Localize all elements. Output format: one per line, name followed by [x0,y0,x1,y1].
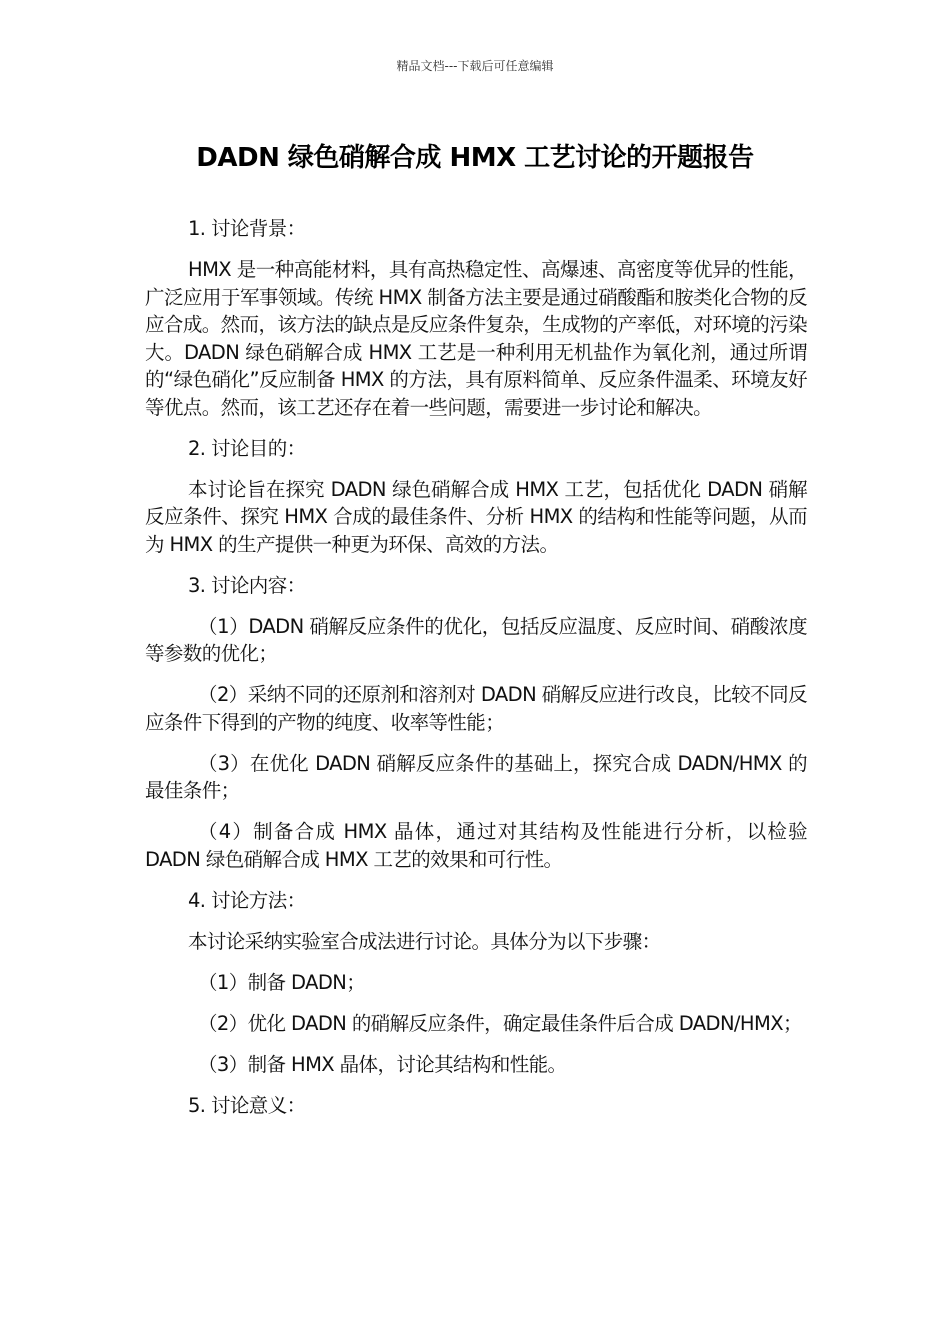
section-heading-background: 1. 讨论背景： [188,217,306,240]
section-heading-content: 3. 讨论内容： [188,573,306,597]
section-heading-method: 4. 讨论方法： [188,888,306,912]
content-item-3: （3）在优化 DADN 硝解反应条件的基础上，探究合成 DADN/HMX 的最佳条件； [145,751,807,802]
method-step-2: （2）优化 DADN 的硝解反应条件，确定最佳条件后合成 DADN/HMX； [198,1011,802,1035]
method-step-1: （1）制备 DADN； [198,970,366,994]
section-heading-purpose: 2. 讨论目的： [188,436,306,460]
content-item-2: （2）采纳不同的还原剂和溶剂对 DADN 硝解反应进行改良，比较不同反应条件下得到的产物的纯度、收率等性能； [145,683,807,734]
document-body [145,215,807,1133]
content-item-1: （1）DADN 硝解反应条件的优化，包括反应温度、反应时间、硝酸浓度等参数的优化； [145,614,807,665]
document-title: DADN 绿色硝解合成 HMX 工艺讨论的开题报告 [196,143,754,173]
method-intro: 本讨论采纳实验室合成法进行讨论。具体分为以下步骤： [188,929,661,953]
background-paragraph: HMX 是一种高能材料，具有高热稳定性、高爆速、高密度等优异的性能，广泛应用于军事领域。传统 HMX 制备方法主要是通过硝酸酯和胺类化合物的反应合成。然而，该方法的缺点是反应条件复杂，生成物的产率低，对环境的污染大。DADN 绿色硝解合成 HMX 工艺是一种利用无机盐作为氧化剂，通过所谓的“绿色硝化”反应制备 HMX 的方法，具有原料简单、反应条件温柔、环境友好等优点。然而，该工艺还存在着一些问题，需要进一步讨论和解决。 [145,258,807,419]
page-header: 精品文档---下载后可任意编辑 [396,59,554,73]
section-heading-significance: 5. 讨论意义： [188,1093,306,1117]
purpose-paragraph: 本讨论旨在探究 DADN 绿色硝解合成 HMX 工艺，包括优化 DADN 硝解反应条件、探究 HMX 合成的最佳条件、分析 HMX 的结构和性能等问题，从而为 HMX 的生产提供一种更为环保、高效的方法。 [145,477,807,556]
method-step-3: （3）制备 HMX 晶体，讨论其结构和性能。 [198,1052,567,1076]
content-item-4: （4）制备合成 HMX 晶体，通过对其结构及性能进行分析，以检验 DADN 绿色硝解合成 HMX 工艺的效果和可行性。 [145,820,807,871]
